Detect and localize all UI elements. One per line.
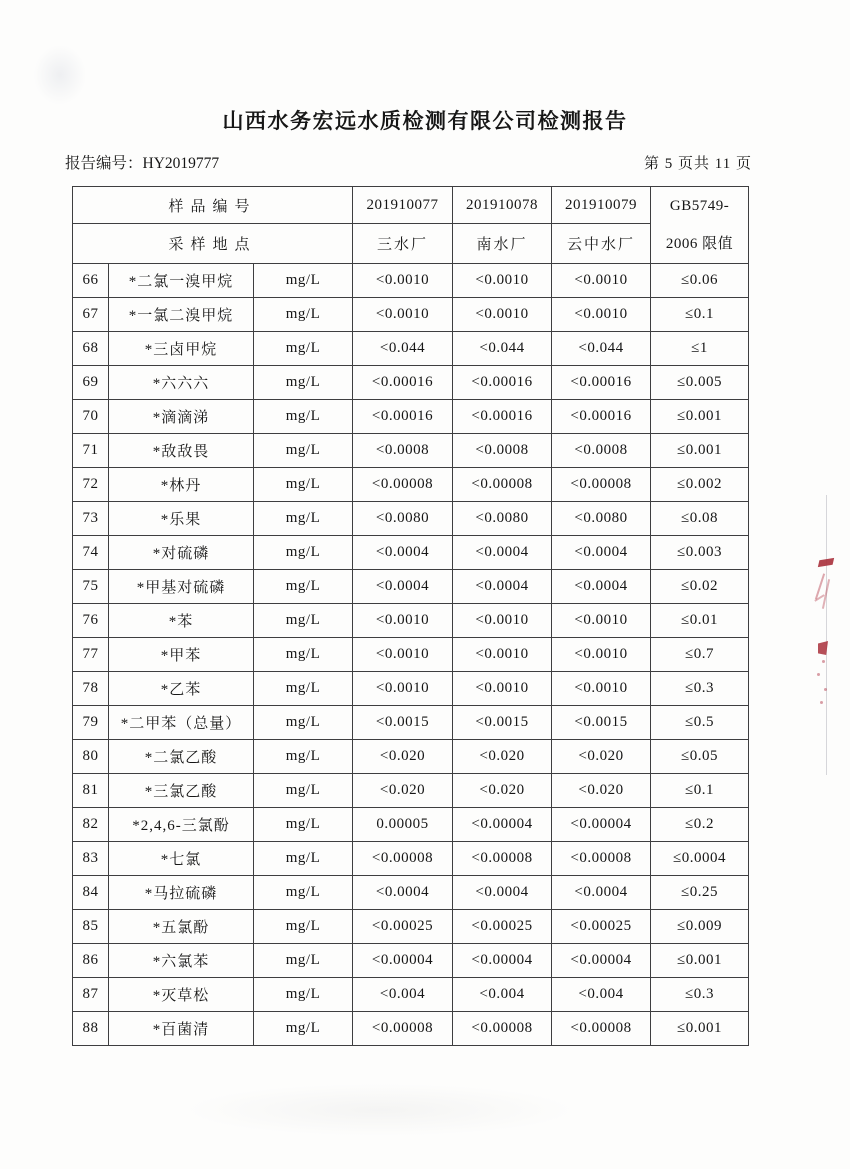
table-body <box>73 264 749 1046</box>
cell-limit: ≤0.003 <box>651 536 749 570</box>
table-row <box>73 570 749 604</box>
cell-value-plant1: <0.0004 <box>353 876 453 910</box>
cell-parameter-name: *甲基对硫磷 <box>109 570 254 604</box>
table-row <box>73 366 749 400</box>
table-row <box>73 944 749 978</box>
cell-unit: mg/L <box>254 570 353 604</box>
cell-value-plant1: <0.044 <box>353 332 453 366</box>
cell-value-plant3: <0.0004 <box>552 536 651 570</box>
cell-limit: ≤0.002 <box>651 468 749 502</box>
sample-id-2: 201910078 <box>453 187 552 224</box>
table-header-row-location <box>73 224 749 264</box>
cell-parameter-name: *五氯酚 <box>109 910 254 944</box>
cell-unit: mg/L <box>254 604 353 638</box>
cell-value-plant1: <0.0004 <box>353 536 453 570</box>
red-stamp-fragment <box>818 558 834 567</box>
cell-unit: mg/L <box>254 740 353 774</box>
cell-limit: ≤1 <box>651 332 749 366</box>
cell-limit: ≤0.06 <box>651 264 749 298</box>
cell-row-number: 67 <box>73 298 109 332</box>
cell-unit: mg/L <box>254 774 353 808</box>
page-title: 山西水务宏远水质检测有限公司检测报告 <box>222 110 628 133</box>
cell-value-plant2: <0.0080 <box>453 502 552 536</box>
cell-value-plant3: <0.044 <box>552 332 651 366</box>
table-row <box>73 468 749 502</box>
cell-unit: mg/L <box>254 434 353 468</box>
cell-row-number: 73 <box>73 502 109 536</box>
cell-value-plant3: <0.0010 <box>552 604 651 638</box>
cell-parameter-name: *2,4,6-三氯酚 <box>109 808 254 842</box>
cell-unit: mg/L <box>254 332 353 366</box>
cell-row-number: 86 <box>73 944 109 978</box>
cell-row-number: 80 <box>73 740 109 774</box>
cell-parameter-name: *二甲苯（总量） <box>109 706 254 740</box>
cell-value-plant2: <0.004 <box>453 978 552 1012</box>
red-stamp-fragment <box>822 579 830 609</box>
cell-parameter-name: *三氯乙酸 <box>109 774 254 808</box>
report-number-label: 报告编号： <box>65 155 143 172</box>
cell-value-plant3: <0.004 <box>552 978 651 1012</box>
cell-value-plant2: <0.00025 <box>453 910 552 944</box>
table-row <box>73 264 749 298</box>
cell-parameter-name: *三卤甲烷 <box>109 332 254 366</box>
table-row <box>73 706 749 740</box>
cell-value-plant1: <0.0004 <box>353 570 453 604</box>
cell-parameter-name: *六氯苯 <box>109 944 254 978</box>
cell-value-plant3: <0.020 <box>552 774 651 808</box>
location-1: 三水厂 <box>353 224 453 264</box>
location-3: 云中水厂 <box>552 224 651 264</box>
cell-parameter-name: *林丹 <box>109 468 254 502</box>
limit-standard-header <box>651 187 749 264</box>
cell-value-plant2: <0.00004 <box>453 944 552 978</box>
cell-unit: mg/L <box>254 638 353 672</box>
red-stamp-fragment <box>818 641 828 655</box>
cell-value-plant2: <0.0015 <box>453 706 552 740</box>
cell-value-plant3: <0.0010 <box>552 638 651 672</box>
cell-value-plant2: <0.0004 <box>453 876 552 910</box>
cell-value-plant1: <0.0015 <box>353 706 453 740</box>
cell-value-plant1: <0.00008 <box>353 1012 453 1046</box>
cell-row-number: 72 <box>73 468 109 502</box>
cell-value-plant2: <0.044 <box>453 332 552 366</box>
cell-parameter-name: *乙苯 <box>109 672 254 706</box>
cell-parameter-name: *苯 <box>109 604 254 638</box>
table-row <box>73 400 749 434</box>
cell-value-plant2: <0.0010 <box>453 638 552 672</box>
cell-value-plant3: <0.00016 <box>552 366 651 400</box>
cell-parameter-name: *二氯一溴甲烷 <box>109 264 254 298</box>
cell-unit: mg/L <box>254 264 353 298</box>
cell-value-plant2: <0.00008 <box>453 842 552 876</box>
red-stamp-speck <box>822 660 825 663</box>
cell-value-plant3: <0.00016 <box>552 400 651 434</box>
cell-value-plant2: <0.00016 <box>453 400 552 434</box>
cell-parameter-name: *滴滴涕 <box>109 400 254 434</box>
cell-limit: ≤0.5 <box>651 706 749 740</box>
cell-row-number: 71 <box>73 434 109 468</box>
cell-row-number: 87 <box>73 978 109 1012</box>
report-number-value: HY2019777 <box>142 155 220 172</box>
cell-unit: mg/L <box>254 944 353 978</box>
red-stamp-speck <box>824 688 827 691</box>
cell-row-number: 77 <box>73 638 109 672</box>
cell-value-plant1: <0.0080 <box>353 502 453 536</box>
cell-value-plant2: <0.0004 <box>453 536 552 570</box>
table-row <box>73 434 749 468</box>
cell-row-number: 84 <box>73 876 109 910</box>
cell-unit: mg/L <box>254 536 353 570</box>
scan-smudge-bottom <box>120 1075 640 1145</box>
table-row <box>73 1012 749 1046</box>
cell-value-plant3: <0.0008 <box>552 434 651 468</box>
cell-parameter-name: *七氯 <box>109 842 254 876</box>
cell-limit: ≤0.25 <box>651 876 749 910</box>
table-row <box>73 910 749 944</box>
cell-row-number: 88 <box>73 1012 109 1046</box>
table-row <box>73 298 749 332</box>
cell-unit: mg/L <box>254 876 353 910</box>
cell-parameter-name: *一氯二溴甲烷 <box>109 298 254 332</box>
cell-limit: ≤0.08 <box>651 502 749 536</box>
cell-limit: ≤0.1 <box>651 298 749 332</box>
cell-value-plant1: <0.0010 <box>353 672 453 706</box>
cell-limit: ≤0.001 <box>651 400 749 434</box>
table-row <box>73 332 749 366</box>
cell-unit: mg/L <box>254 1012 353 1046</box>
cell-limit: ≤0.3 <box>651 672 749 706</box>
cell-value-plant3: <0.00008 <box>552 468 651 502</box>
cell-unit: mg/L <box>254 400 353 434</box>
table-row <box>73 808 749 842</box>
cell-unit: mg/L <box>254 978 353 1012</box>
location-label: 采样地点 <box>73 224 353 264</box>
cell-row-number: 68 <box>73 332 109 366</box>
cell-parameter-name: *马拉硫磷 <box>109 876 254 910</box>
red-stamp-speck <box>820 701 823 704</box>
table-row <box>73 638 749 672</box>
table-row <box>73 502 749 536</box>
cell-value-plant1: <0.00016 <box>353 400 453 434</box>
cell-limit: ≤0.01 <box>651 604 749 638</box>
scan-smudge-top-left <box>25 35 95 115</box>
table-row <box>73 536 749 570</box>
table-row <box>73 604 749 638</box>
cell-unit: mg/L <box>254 910 353 944</box>
table-row <box>73 774 749 808</box>
red-stamp-speck <box>817 673 820 676</box>
red-stamp-fragment <box>814 594 824 602</box>
cell-value-plant3: <0.00004 <box>552 944 651 978</box>
table-row <box>73 672 749 706</box>
table-header-row-sample-id <box>73 187 749 224</box>
cell-value-plant3: <0.0080 <box>552 502 651 536</box>
cell-limit: ≤0.2 <box>651 808 749 842</box>
cell-limit: ≤0.001 <box>651 944 749 978</box>
cell-value-plant3: <0.00025 <box>552 910 651 944</box>
cell-value-plant3: <0.0004 <box>552 876 651 910</box>
cell-unit: mg/L <box>254 366 353 400</box>
cell-value-plant2: <0.020 <box>453 740 552 774</box>
cell-limit: ≤0.02 <box>651 570 749 604</box>
cell-value-plant2: <0.0010 <box>453 264 552 298</box>
cell-value-plant2: <0.0008 <box>453 434 552 468</box>
cell-limit: ≤0.05 <box>651 740 749 774</box>
cell-row-number: 83 <box>73 842 109 876</box>
cell-row-number: 66 <box>73 264 109 298</box>
cell-limit: ≤0.001 <box>651 434 749 468</box>
cell-parameter-name: *乐果 <box>109 502 254 536</box>
cell-value-plant1: <0.0010 <box>353 638 453 672</box>
cell-value-plant1: <0.00016 <box>353 366 453 400</box>
cell-limit: ≤0.3 <box>651 978 749 1012</box>
scan-line-artifact <box>826 495 827 775</box>
cell-parameter-name: *对硫磷 <box>109 536 254 570</box>
page-indicator: 第 5 页共 11 页 <box>644 156 752 172</box>
cell-row-number: 69 <box>73 366 109 400</box>
cell-row-number: 78 <box>73 672 109 706</box>
cell-unit: mg/L <box>254 502 353 536</box>
cell-row-number: 85 <box>73 910 109 944</box>
cell-unit: mg/L <box>254 468 353 502</box>
limit-standard-line1: GB5749- <box>669 197 730 214</box>
cell-value-plant3: <0.0010 <box>552 264 651 298</box>
cell-value-plant2: <0.0010 <box>453 604 552 638</box>
cell-value-plant1: <0.00008 <box>353 842 453 876</box>
cell-value-plant3: <0.020 <box>552 740 651 774</box>
cell-value-plant2: <0.0004 <box>453 570 552 604</box>
cell-value-plant3: <0.0004 <box>552 570 651 604</box>
cell-value-plant1: <0.020 <box>353 774 453 808</box>
cell-limit: ≤0.1 <box>651 774 749 808</box>
cell-value-plant1: <0.00008 <box>353 468 453 502</box>
cell-unit: mg/L <box>254 808 353 842</box>
cell-value-plant1: <0.004 <box>353 978 453 1012</box>
cell-row-number: 82 <box>73 808 109 842</box>
cell-value-plant1: <0.00004 <box>353 944 453 978</box>
cell-value-plant3: <0.0010 <box>552 298 651 332</box>
table-row <box>73 842 749 876</box>
cell-limit: ≤0.001 <box>651 1012 749 1046</box>
cell-row-number: 74 <box>73 536 109 570</box>
cell-row-number: 76 <box>73 604 109 638</box>
cell-unit: mg/L <box>254 298 353 332</box>
cell-value-plant2: <0.0010 <box>453 298 552 332</box>
location-2: 南水厂 <box>453 224 552 264</box>
red-stamp-fragment <box>815 573 825 599</box>
cell-value-plant3: <0.0015 <box>552 706 651 740</box>
cell-unit: mg/L <box>254 842 353 876</box>
table-row <box>73 740 749 774</box>
sample-id-1: 201910077 <box>353 187 453 224</box>
report-number <box>65 151 219 173</box>
cell-value-plant2: <0.00016 <box>453 366 552 400</box>
cell-limit: ≤0.005 <box>651 366 749 400</box>
cell-parameter-name: *敌敌畏 <box>109 434 254 468</box>
cell-value-plant1: <0.0008 <box>353 434 453 468</box>
sample-id-label: 样品编号 <box>73 187 353 224</box>
cell-value-plant2: <0.00008 <box>453 468 552 502</box>
report-meta <box>65 151 752 173</box>
cell-parameter-name: *百菌清 <box>109 1012 254 1046</box>
table-row <box>73 876 749 910</box>
cell-value-plant2: <0.020 <box>453 774 552 808</box>
limit-standard-line2: 2006 限值 <box>665 235 734 252</box>
cell-value-plant3: <0.00008 <box>552 842 651 876</box>
cell-unit: mg/L <box>254 706 353 740</box>
cell-value-plant2: <0.00004 <box>453 808 552 842</box>
cell-value-plant3: <0.0010 <box>552 672 651 706</box>
cell-limit: ≤0.0004 <box>651 842 749 876</box>
cell-unit: mg/L <box>254 672 353 706</box>
cell-parameter-name: *六六六 <box>109 366 254 400</box>
cell-row-number: 75 <box>73 570 109 604</box>
cell-row-number: 79 <box>73 706 109 740</box>
cell-value-plant1: <0.020 <box>353 740 453 774</box>
cell-row-number: 70 <box>73 400 109 434</box>
cell-value-plant2: <0.0010 <box>453 672 552 706</box>
cell-parameter-name: *二氯乙酸 <box>109 740 254 774</box>
cell-value-plant3: <0.00008 <box>552 1012 651 1046</box>
cell-row-number: 81 <box>73 774 109 808</box>
table-row <box>73 978 749 1012</box>
cell-value-plant1: <0.00025 <box>353 910 453 944</box>
cell-value-plant2: <0.00008 <box>453 1012 552 1046</box>
results-table <box>72 186 749 1046</box>
cell-value-plant1: <0.0010 <box>353 604 453 638</box>
cell-value-plant3: <0.00004 <box>552 808 651 842</box>
sample-id-3: 201910079 <box>552 187 651 224</box>
cell-limit: ≤0.7 <box>651 638 749 672</box>
cell-parameter-name: *甲苯 <box>109 638 254 672</box>
cell-parameter-name: *灭草松 <box>109 978 254 1012</box>
cell-value-plant1: 0.00005 <box>353 808 453 842</box>
cell-value-plant1: <0.0010 <box>353 264 453 298</box>
cell-limit: ≤0.009 <box>651 910 749 944</box>
cell-value-plant1: <0.0010 <box>353 298 453 332</box>
